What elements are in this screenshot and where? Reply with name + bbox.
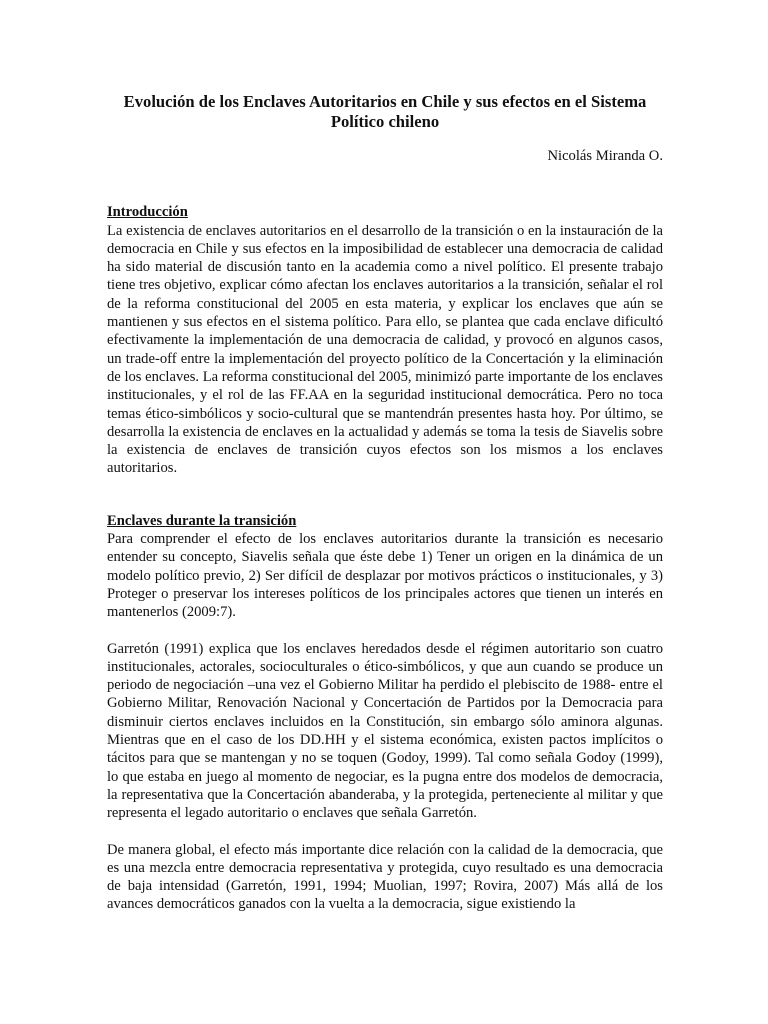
section-heading-enclaves-transition: Enclaves durante la transición: [107, 512, 297, 529]
section-enclaves-transition: [107, 512, 663, 914]
section-introduction: [107, 203, 663, 477]
document-page: [107, 92, 663, 914]
document-title: Evolución de los Enclaves Autoritarios en Chile y sus efectos en el Sistema Político chileno: [123, 92, 647, 131]
paragraph: Garretón (1991) explica que los enclaves heredados desde el régimen autoritario son cuatro institucionales, actorales, socioculturales o ético-simbólicos, y que aun cuando se produce un periodo de negociación –una vez el Gobierno Militar ha perdido el plebiscito de 1988- entre el Gobierno Militar, Renovación Nacional y Concertación de Partidos por la Democracia para disminuir ciertos enclaves incluidos en la Constitución, sin embargo sólo aminora algunas. Mientras que en el caso de los DD.HH y el sistema económica, existen pactos implícitos o tácitos para que se mantengan y no se toquen (Godoy, 1999). Tal como señala Godoy (1999), lo que estaba en juego al momento de negociar, es la pugna entre dos modelos de democracia, la representativa que la Concertación abanderaba, y la protegida, perteneciente al militar y que representa el legado autoritario o enclaves que señala Garretón.: [107, 640, 663, 822]
paragraph: La existencia de enclaves autoritarios en el desarrollo de la transición o en la instauración de la democracia en Chile y sus efectos en la imposibilidad de establecer una democracia de calidad ha sido material de discusión tanto en la academia como a nivel político. El presente trabajo tiene tres objetivo, explicar cómo afectan los enclaves autoritarios a la transición, señalar el rol de la reforma constitucional del 2005 en esta materia, y explicar los enclaves que aún se mantienen y sus efectos en el sistema político. Para ello, se plantea que cada enclave dificultó efectivamente la implementación de una democracia de calidad, y provocó en algunos casos, un trade-off entre la implementación del proyecto político de la Concertación y la eliminación de los enclaves. La reforma constitucional del 2005, minimizó parte importante de los enclaves institucionales, y el rol de las FF.AA en la seguridad institucional democrática. Pero no toca temas ético-simbólicos y socio-cultural que se mantendrán presentes hasta hoy. Por último, se desarrolla la existencia de enclaves en la actualidad y además se toma la tesis de Siavelis sobre la existencia de enclaves de transición cuyos efectos son los mismos a los enclaves autoritarios.: [107, 222, 663, 477]
section-heading-introduction: Introducción: [107, 204, 188, 221]
paragraph: De manera global, el efecto más importante dice relación con la calidad de la democracia, que es una mezcla entre democracia representativa y protegida, cuyo resultado es una democracia de baja intensidad (Garretón, 1991, 1994; Muolian, 1997; Rovira, 2007) Más allá de los avances democráticos ganados con la vuelta a la democracia, sigue existiendo la: [107, 841, 663, 913]
author-name: Nicolás Miranda O.: [547, 148, 663, 164]
paragraph: Para comprender el efecto de los enclaves autoritarios durante la transición es necesario entender su concepto, Siavelis señala que éste debe 1) Tener un origen en la dinámica de un modelo político previo, 2) Ser difícil de desplazar por motivos prácticos o institucionales, y 3) Proteger o preservar los intereses políticos de los principales actores que tienen un interés en mantenerlos (2009:7).: [107, 531, 663, 621]
